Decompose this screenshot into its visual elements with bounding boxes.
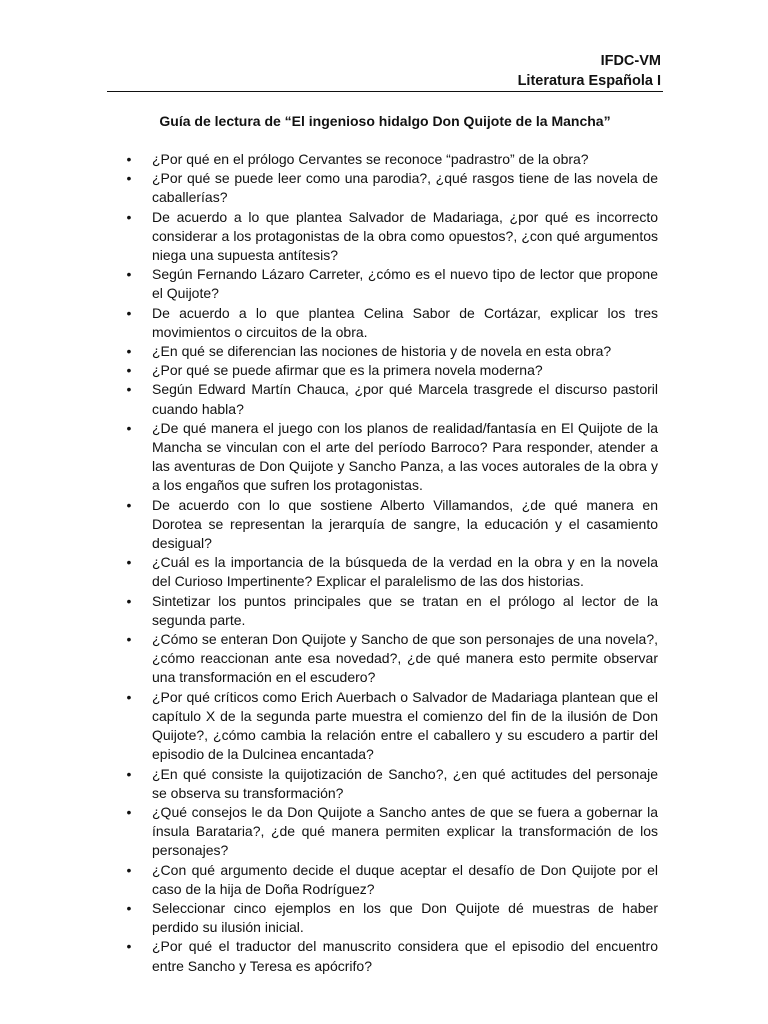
question-text: De acuerdo a lo que plantea Celina Sabor de Cortázar, explicar los tres movimientos o circuitos de la obra. <box>152 304 658 340</box>
question-item <box>124 937 658 975</box>
question-item <box>124 553 658 591</box>
bullet-icon: • <box>126 688 132 705</box>
bullet-icon: • <box>126 304 132 321</box>
bullet-icon: • <box>126 765 132 782</box>
question-text: ¿Qué consejos le da Don Quijote a Sancho antes de que se fuera a gobernar la ínsula Barataria?, ¿de qué manera permiten explicar la transformación de los personajes? <box>152 803 658 859</box>
question-text: De acuerdo con lo que sostiene Alberto Villamandos, ¿de qué manera en Dorotea se representan la jerarquía de sangre, la educación y el casamiento desigual? <box>152 496 658 552</box>
bullet-icon: • <box>126 861 132 878</box>
bullet-icon: • <box>126 899 132 916</box>
question-item <box>124 592 658 630</box>
question-item <box>124 803 658 861</box>
question-text: De acuerdo a lo que plantea Salvador de Madariaga, ¿por qué es incorrecto considerar a los protagonistas de la obra como opuestos?, ¿con qué argumentos niega una supuesta antítesis? <box>152 208 658 264</box>
question-text: ¿Por qué críticos como Erich Auerbach o Salvador de Madariaga plantean que el capítulo X de la segunda parte muestra el comienzo del fin de la ilusión de Don Quijote?, ¿cómo cambia la relación entre el caballero y su escudero a partir del episodio de la Dulcinea encantada? <box>152 688 658 763</box>
bullet-icon: • <box>126 151 132 167</box>
question-item <box>124 765 658 803</box>
question-text: ¿Cuál es la importancia de la búsqueda de la verdad en la obra y en la novela del Curioso Impertinente? Explicar el paralelismo de las dos historias. <box>152 554 658 590</box>
question-item <box>124 419 658 496</box>
bullet-icon: • <box>126 266 132 283</box>
question-item <box>124 265 658 303</box>
bullet-icon: • <box>126 208 132 225</box>
question-text: Según Edward Martín Chauca, ¿por qué Marcela trasgrede el discurso pastoril cuando habla? <box>152 381 658 417</box>
question-item <box>124 208 658 266</box>
bullet-icon: • <box>126 170 132 187</box>
question-text: ¿De qué manera el juego con los planos de realidad/fantasía en El Quijote de la Mancha se vinculan con el arte del período Barroco? Para responder, atender a las aventuras de Don Quijote y Sancho Panza, a las voces autorales de la obra y a los engaños que sufren los protagonistas. <box>152 419 658 494</box>
question-text: ¿Con qué argumento decide el duque aceptar el desafío de Don Quijote por el caso de la hija de Doña Rodríguez? <box>152 861 658 897</box>
question-text: ¿En qué se diferencian las nociones de historia y de novela en esta obra? <box>152 343 612 360</box>
question-item <box>124 169 658 207</box>
bullet-icon: • <box>126 362 132 379</box>
question-item <box>124 150 658 169</box>
bullet-icon: • <box>126 631 132 648</box>
bullet-icon: • <box>126 496 132 513</box>
question-text: ¿Por qué se puede leer como una parodia?, ¿qué rasgos tiene de las novela de caballerías? <box>152 170 658 206</box>
bullet-icon: • <box>126 592 132 609</box>
question-text: Según Fernando Lázaro Carreter, ¿cómo es el nuevo tipo de lector que propone el Quijote? <box>152 266 658 302</box>
bullet-icon: • <box>126 803 132 820</box>
question-list <box>124 150 658 976</box>
question-item <box>124 380 658 418</box>
question-item <box>124 899 658 937</box>
question-item <box>124 304 658 342</box>
page-title: Guía de lectura de “El ingenioso hidalgo Don Quijote de la Mancha” <box>159 113 611 129</box>
question-item <box>124 496 658 554</box>
bullet-icon: • <box>126 938 132 955</box>
question-item <box>124 342 658 361</box>
question-item <box>124 630 658 688</box>
question-text: ¿Por qué se puede afirmar que es la primera novela moderna? <box>152 362 543 379</box>
question-text: ¿Por qué el traductor del manuscrito considera que el episodio del encuentro entre Sancho y Teresa es apócrifo? <box>152 938 658 974</box>
document-header <box>518 51 661 91</box>
question-text: ¿Por qué en el prólogo Cervantes se reconoce “padrastro” de la obra? <box>152 151 589 167</box>
course-name: Literatura Española I <box>517 73 661 89</box>
question-text: ¿Cómo se enteran Don Quijote y Sancho de que son personajes de una novela?, ¿cómo reaccionan ante esa novedad?, ¿de qué manera esto permite observar una transformación en el escudero? <box>152 631 658 686</box>
question-item <box>124 688 658 765</box>
question-text: Sintetizar los puntos principales que se tratan en el prólogo al lector de la segunda parte. <box>152 592 658 628</box>
question-text: ¿En qué consiste la quijotización de Sancho?, ¿en qué actitudes del personaje se observa su transformación? <box>152 765 658 801</box>
bullet-icon: • <box>126 419 132 436</box>
bullet-icon: • <box>126 343 132 360</box>
bullet-icon: • <box>126 381 132 398</box>
question-item <box>124 861 658 899</box>
header-divider <box>107 91 663 92</box>
bullet-icon: • <box>126 554 132 571</box>
question-text: Seleccionar cinco ejemplos en los que Don Quijote dé muestras de haber perdido su ilusión inicial. <box>152 899 658 936</box>
institution-name: IFDC-VM <box>600 53 661 69</box>
question-item <box>124 361 658 380</box>
